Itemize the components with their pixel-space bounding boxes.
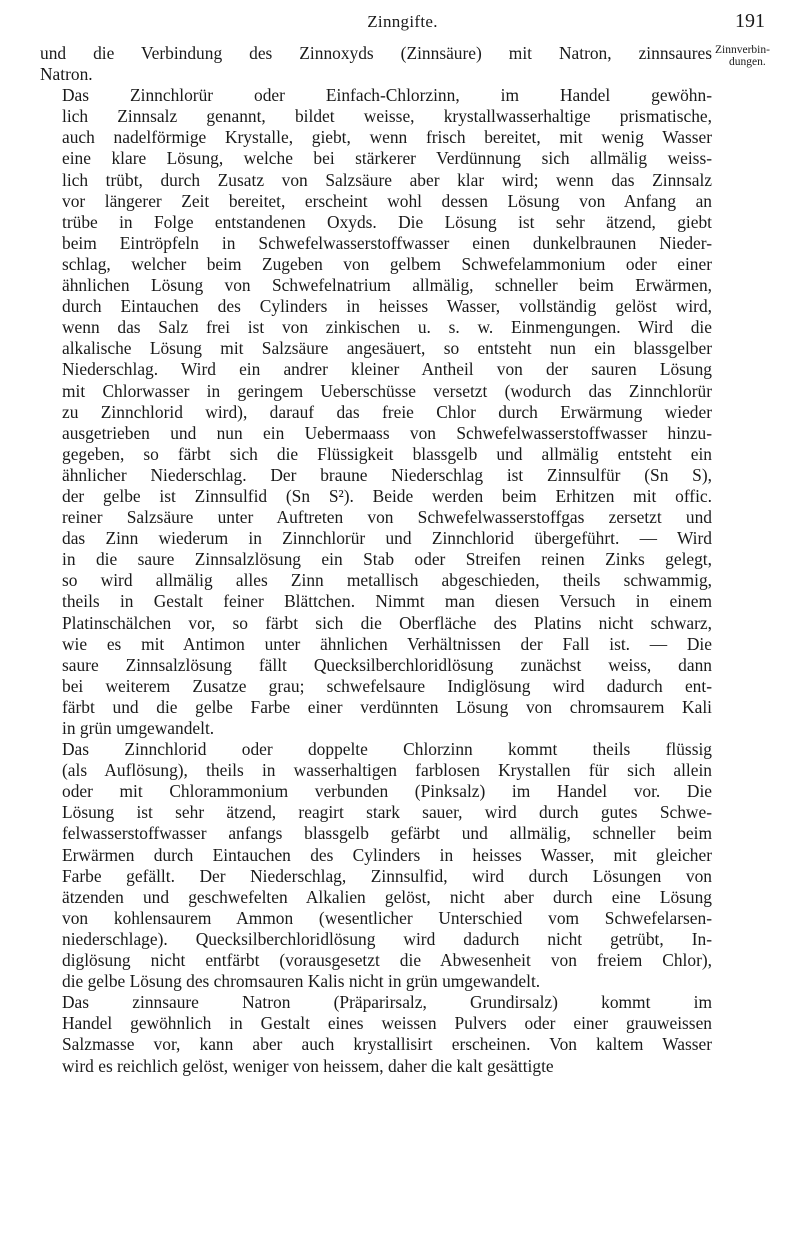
text-line: beim Eintröpfeln in Schwefelwasserstoffwasser einen dunkelbraunen Nieder- [62,232,712,253]
text-line: der gelbe ist Zinnsulfid (Sn S²). Beide werden beim Erhitzen mit offic. [62,485,712,506]
text-line: mit Chlorwasser in geringem Ueberschüsse versetzt (wodurch das Zinnchlorür [62,380,712,401]
text-line: lich trübt, durch Zusatz von Salzsäure aber klar wird; wenn das Zinnsalz [62,169,712,190]
body-text [40,43,712,1077]
text-line: ähnlicher Niederschlag. Der braune Niederschlag ist Zinnsulfür (Sn S), [62,464,712,485]
text-line: (als Auflösung), theils in wasserhaltigen farblosen Krystallen für sich allein [62,760,712,781]
text-line: Natron. [40,64,93,85]
running-title: Zinngifte. [367,12,438,31]
text-line: gegeben, so färbt sich die Flüssigkeit blassgelb und allmälig entsteht ein [62,443,712,464]
text-line: durch Eintauchen des Cylinders in heisses Wasser, vollständig gelöst wird, [62,296,712,317]
paragraph-p3 [40,739,712,992]
text-line: Handel gewöhnlich in Gestalt eines weissen Pulvers oder einer grauweissen [62,1013,712,1034]
text-line: bei weiterem Zusatze grau; schwefelsaure Indiglösung wird dadurch ent- [62,675,712,696]
text-line: eine klare Lösung, welche bei stärkerer Verdünnung sich allmälig weiss- [62,148,712,169]
text-line: alkalische Lösung mit Salzsäure angesäuert, so entsteht nun ein blassgelber [62,338,712,359]
text-line: färbt und die gelbe Farbe einer verdünnten Lösung von chromsaurem Kali [62,696,712,717]
page-header [40,10,765,38]
text-line: Erwärmen durch Eintauchen des Cylinders in heisses Wasser, mit gleicher [62,844,712,865]
paragraph-p1 [40,43,712,85]
text-line: Das Zinnchlorür oder Einfach-Chlorzinn, im Handel gewöhn- [62,85,712,106]
paragraph-p4 [40,992,712,1076]
text-line: Farbe gefällt. Der Niederschlag, Zinnsulfid, wird durch Lösungen von [62,865,712,886]
margin-note-line: Zinnverbin- [715,44,770,56]
text-line: wie es mit Antimon unter ähnlichen Verhältnissen der Fall ist. — Die [62,633,712,654]
text-line: das Zinn wiederum in Zinnchlorür und Zinnchlorid übergeführt. — Wird [62,528,712,549]
text-line: Salzmasse vor, kann aber auch krystallisirt erscheinen. Von kaltem Wasser [62,1034,712,1055]
text-line: von kohlensaurem Ammon (wesentlicher Unterschied vom Schwefelarsen- [62,907,712,928]
text-line: wird es reichlich gelöst, weniger von heissem, daher die kalt gesättigte [62,1055,554,1076]
text-line: so wird allmälig alles Zinn metallisch abgeschieden, theils schwammig, [62,570,712,591]
text-line: zu Zinnchlorid wird), darauf das freie Chlor durch Erwärmung wieder [62,401,712,422]
text-line: in grün umgewandelt. [62,718,215,738]
text-line: Lösung ist sehr ätzend, reagirt stark sauer, wird durch gutes Schwe- [62,802,712,823]
text-line: ausgetrieben und nun ein Uebermaass von Schwefelwasserstoffwasser hinzu- [62,422,712,443]
text-line: lich Zinnsalz genannt, bildet weisse, krystallwasserhaltige prismatische, [62,106,712,127]
page-number: 191 [735,10,765,32]
text-line: trübe in Folge entstandenen Oxyds. Die Lösung ist sehr ätzend, giebt [62,211,712,232]
text-line: wenn das Salz frei ist von zinkischen u. s. w. Einmengungen. Wird die [62,317,712,338]
text-line: Das zinnsaure Natron (Präparirsalz, Grundirsalz) kommt im [62,992,712,1013]
text-line: die gelbe Lösung des chromsauren Kalis nicht in grün umgewandelt. [62,971,541,992]
text-line: vor längerer Zeit bereitet, erscheint wohl dessen Lösung von Anfang an [62,190,712,211]
paragraph-p2 [40,85,712,739]
text-line: reiner Salzsäure unter Auftreten von Schwefelwasserstoffgas zersetzt und [62,507,712,528]
text-line: Platinschälchen vor, so färbt sich die Oberfläche des Platins nicht schwarz, [62,612,712,633]
text-line: theils in Gestalt feiner Blättchen. Nimmt man diesen Versuch in einem [62,591,712,612]
text-line: oder mit Chlorammonium verbunden (Pinksalz) im Handel vor. Die [62,781,712,802]
text-line: niederschlage). Quecksilberchloridlösung wird dadurch nicht getrübt, In- [62,928,712,949]
margin-note [715,44,797,68]
text-line: und die Verbindung des Zinnoxyds (Zinnsäure) mit Natron, zinnsaures [40,43,712,63]
text-line: Das Zinnchlorid oder doppelte Chlorzinn kommt theils flüssig [62,739,712,760]
text-line: saure Zinnsalzlösung fällt Quecksilberchloridlösung zunächst weiss, dann [62,654,712,675]
text-line: diglösung nicht entfärbt (vorausgesetzt die Abwesenheit von freiem Chlor), [62,950,712,971]
text-line: ätzenden und geschwefelten Alkalien gelöst, nicht aber durch eine Lösung [62,886,712,907]
text-line: ähnlichen Lösung von Schwefelnatrium allmälig, schneller beim Erwärmen, [62,275,712,296]
text-line: auch nadelförmige Krystalle, giebt, wenn frisch bereitet, mit wenig Wasser [62,127,712,148]
text-line: in die saure Zinnsalzlösung ein Stab oder Streifen reinen Zinks gelegt, [62,549,712,570]
text-line: Niederschlag. Wird ein andrer kleiner Antheil von der sauren Lösung [62,359,712,380]
margin-note-line: dungen. [729,56,766,68]
text-line: felwasserstoffwasser anfangs blassgelb gefärbt und allmälig, schneller beim [62,823,712,844]
text-line: schlag, welcher beim Zugeben von gelbem Schwefelammonium oder einer [62,253,712,274]
